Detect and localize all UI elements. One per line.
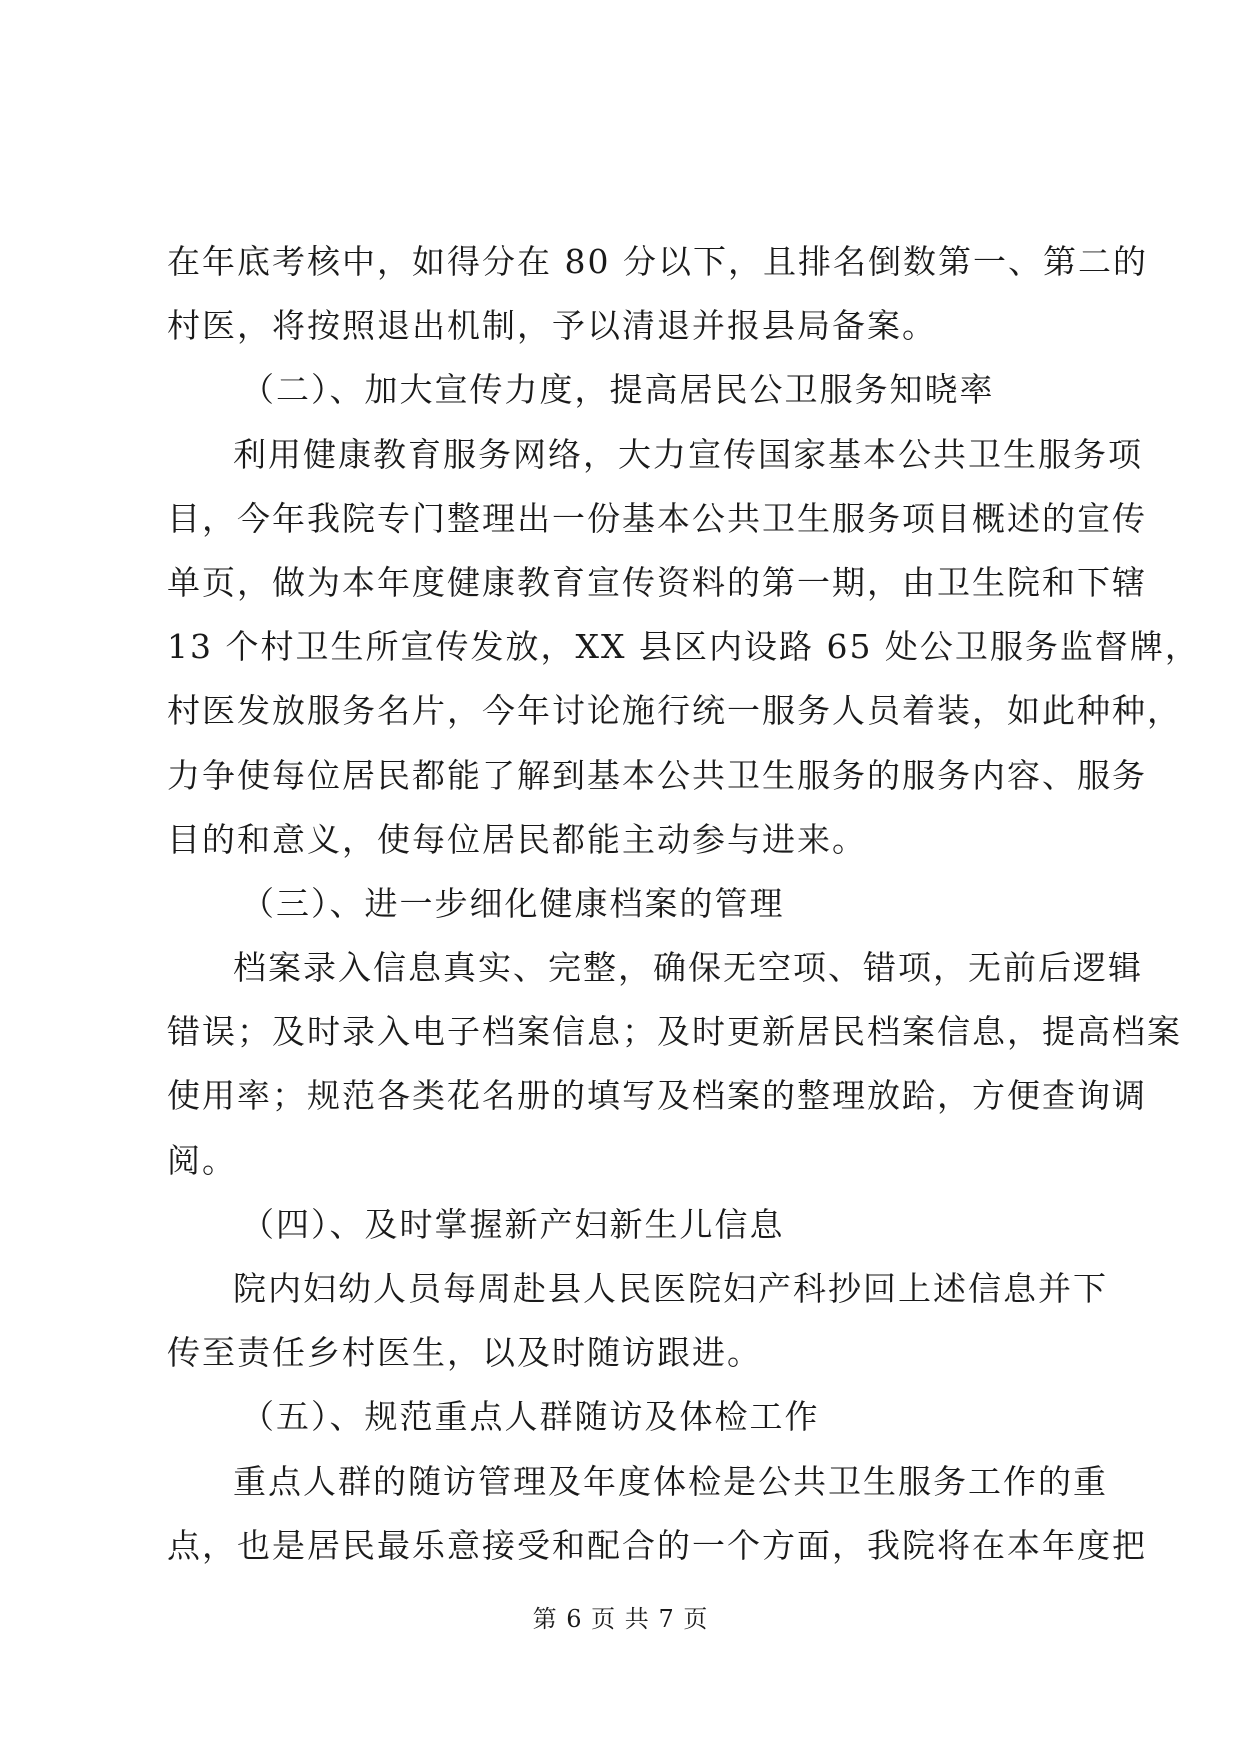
section-heading-5: （五）、规范重点人群随访及体检工作 [241,1397,820,1437]
paragraph-start: 利用健康教育服务网络，大力宣传国家基本公共卫生服务项 [233,434,1143,474]
body-line: 村医发放服务名片，今年讨论施行统一服务人员着装，如此种种， [167,691,1182,731]
page-footer: 第 6 页 共 7 页 [532,1605,709,1633]
section-heading-4: （四）、及时掌握新产妇新生儿信息 [241,1204,785,1244]
body-line: 目，今年我院专门整理出一份基本公共卫生服务项目概述的宣传 [167,498,1147,538]
paragraph-start: 档案录入信息真实、完整，确保无空项、错项，无前后逻辑 [233,948,1143,988]
body-line: 单页，做为本年度健康教育宣传资料的第一期，由卫生院和下辖 [167,562,1147,602]
body-line: 点，也是居民最乐意接受和配合的一个方面，我院将在本年度把 [167,1525,1147,1565]
body-line: 村医，将按照退出机制，予以清退并报县局备案。 [167,306,937,346]
section-heading-2: （二）、加大宣传力度，提高居民公卫服务知晓率 [241,370,995,410]
body-line: 错误；及时录入电子档案信息；及时更新居民档案信息，提高档案 [167,1012,1182,1052]
body-line: 13 个村卫生所宣传发放，XX 县区内设路 65 处公卫服务监督牌， [167,627,1200,667]
document-body [167,230,1200,1578]
paragraph-start: 重点人群的随访管理及年度体检是公共卫生服务工作的重 [233,1461,1108,1501]
body-line: 使用率；规范各类花名册的填写及档案的整理放跲，方便查询调 [167,1076,1147,1116]
body-line: 目的和意义，使每位居民都能主动参与进来。 [167,819,867,859]
body-line: 力争使每位居民都能了解到基本公共卫生服务的服务内容、服务 [167,755,1147,795]
section-heading-3: （三）、进一步细化健康档案的管理 [241,883,785,923]
paragraph-start: 院内妇幼人员每周赴县人民医院妇产科抄回上述信息并下 [233,1269,1108,1308]
body-line: 在年底考核中，如得分在 80 分以下，且排名倒数第一、第二的 [167,242,1148,281]
body-line: 传至责任乡村医生，以及时随访跟进。 [167,1333,762,1373]
body-line: 阅。 [167,1140,237,1180]
